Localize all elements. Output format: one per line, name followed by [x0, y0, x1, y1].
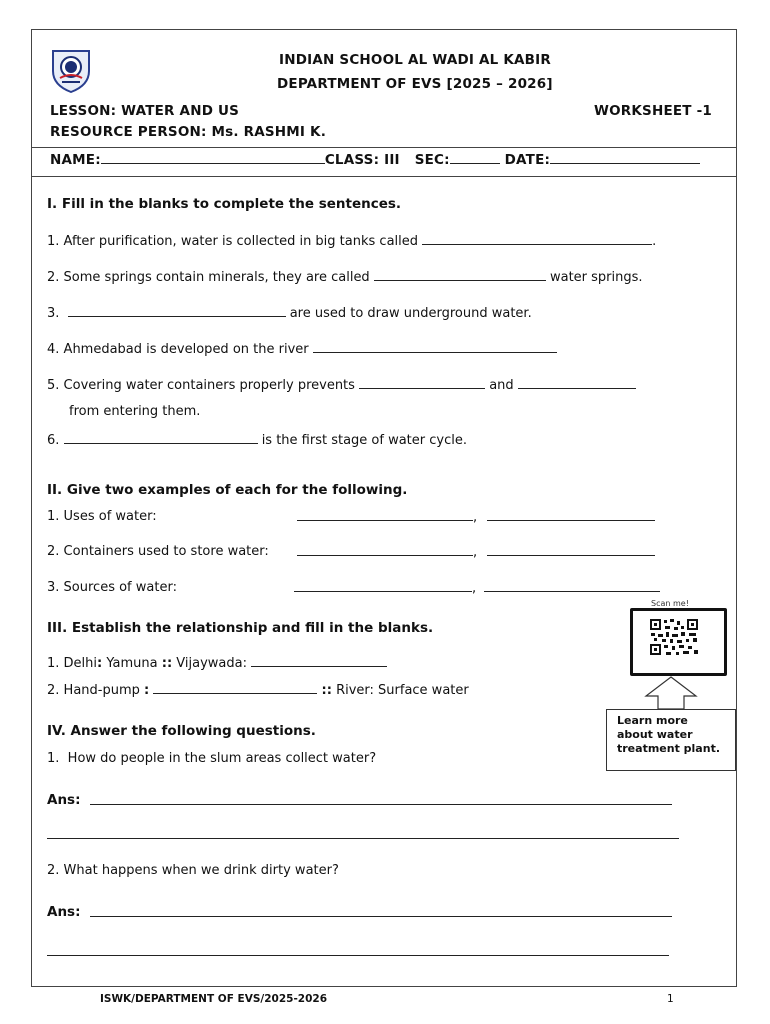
- example-row-2: 2. Containers used to store water:: [47, 544, 269, 559]
- answer-line[interactable]: [47, 838, 679, 839]
- department-title: DEPARTMENT OF EVS [2025 – 2026]: [277, 76, 553, 92]
- section-3-title: III. Establish the relationship and fill in the blanks.: [47, 620, 434, 636]
- sec-field[interactable]: [450, 152, 500, 164]
- blank-field[interactable]: [297, 509, 473, 521]
- resource-person: RESOURCE PERSON: Ms. RASHMI K.: [50, 124, 327, 140]
- question-text-end: .: [652, 234, 657, 249]
- question-number: 2.: [47, 270, 60, 285]
- question-1-1: [47, 233, 656, 249]
- blank-field[interactable]: [297, 544, 473, 556]
- school-logo: [49, 47, 93, 93]
- answer-label-1: Ans:: [47, 792, 81, 808]
- question-1-4: [47, 341, 557, 357]
- question-number: 3.: [47, 306, 60, 321]
- example-row-1: 1. Uses of water:: [47, 509, 157, 524]
- example-answers-2: ,: [297, 544, 655, 560]
- section-4-title: IV. Answer the following questions.: [47, 723, 316, 739]
- blank-field[interactable]: [68, 305, 286, 317]
- lesson-title: LESSON: WATER AND US: [50, 103, 240, 119]
- qr-code-frame[interactable]: [630, 608, 727, 676]
- date-label: DATE:: [504, 152, 551, 168]
- question-text: Some springs contain minerals, they are called: [63, 270, 370, 285]
- answer-line[interactable]: [47, 955, 669, 956]
- answer-label-2: Ans:: [47, 904, 81, 920]
- header-divider: [31, 147, 737, 148]
- worksheet-label: WORKSHEET -1: [594, 103, 712, 119]
- blank-field[interactable]: [484, 580, 660, 592]
- section-number: II: [47, 482, 58, 498]
- example-answers-1: ,: [297, 509, 655, 525]
- blank-field[interactable]: [251, 655, 387, 667]
- question-1-6: [47, 432, 467, 448]
- sec-label: SEC:: [414, 152, 450, 168]
- question-text: What happens when we drink dirty water?: [63, 863, 339, 878]
- blank-field[interactable]: [518, 377, 636, 389]
- question-1-2: [47, 269, 643, 285]
- blank-field[interactable]: [487, 544, 655, 556]
- date-field[interactable]: [550, 152, 700, 164]
- question-1-5: [47, 377, 636, 393]
- question-number: 6.: [47, 433, 60, 448]
- name-row: [50, 152, 700, 168]
- section-title-text: . Give two examples of each for the following.: [57, 482, 408, 498]
- question-text-end: water springs.: [549, 270, 643, 285]
- question-number: 4.: [47, 342, 60, 357]
- question-text: How do people in the slum areas collect water?: [67, 751, 377, 766]
- blank-field[interactable]: [487, 509, 655, 521]
- blank-field[interactable]: [64, 432, 258, 444]
- question-number: 1.: [47, 234, 60, 249]
- section-1-title: I. Fill in the blanks to complete the sentences.: [47, 196, 402, 212]
- school-name: INDIAN SCHOOL AL WADI AL KABIR: [279, 52, 551, 68]
- page-number: 1: [667, 993, 674, 1005]
- blank-field[interactable]: [374, 269, 546, 281]
- question-1-5-continuation: from entering them.: [69, 404, 201, 419]
- answer-line[interactable]: [90, 804, 672, 805]
- example-label: Uses of water:: [63, 509, 157, 524]
- blank-field[interactable]: [294, 580, 472, 592]
- relationship-2: 2. Hand-pump : :: River: Surface water: [47, 683, 469, 698]
- page-border: [31, 29, 737, 987]
- footer-text: ISWK/DEPARTMENT OF EVS/2025-2026: [100, 993, 328, 1005]
- learn-more-note: Learn more about water treatment plant.: [606, 709, 736, 771]
- qr-code[interactable]: [648, 617, 700, 657]
- question-text: After purification, water is collected in big tanks called: [63, 234, 419, 249]
- section-2-title: [47, 482, 407, 498]
- question-text: Covering water containers properly prevents: [63, 378, 355, 393]
- question-text: Ahmedabad is developed on the river: [63, 342, 309, 357]
- question-number: 5.: [47, 378, 60, 393]
- relationship-1: 1. Delhi: Yamuna :: Vijaywada:: [47, 655, 387, 671]
- answer-line[interactable]: [90, 916, 672, 917]
- name-field[interactable]: [101, 152, 325, 164]
- header-bottom-divider: [31, 176, 737, 177]
- blank-field[interactable]: [422, 233, 652, 245]
- question-1-3: [47, 305, 532, 321]
- blank-field[interactable]: [313, 341, 557, 353]
- question-text: are used to draw underground water.: [289, 306, 532, 321]
- blank-field[interactable]: [153, 682, 317, 694]
- question-4-2: 2. What happens when we drink dirty water?: [47, 863, 339, 878]
- example-label: Containers used to store water:: [63, 544, 269, 559]
- question-text: and: [489, 378, 514, 393]
- up-arrow-icon: [644, 676, 698, 710]
- name-label: NAME:: [50, 152, 101, 168]
- class-label: CLASS: III: [324, 152, 400, 168]
- question-text: is the first stage of water cycle.: [261, 433, 467, 448]
- question-4-1: 1. How do people in the slum areas collect water?: [47, 751, 377, 766]
- blank-field[interactable]: [359, 377, 485, 389]
- example-label: Sources of water:: [63, 580, 177, 595]
- example-row-3: 3. Sources of water:: [47, 580, 177, 595]
- example-answers-3: ,: [294, 580, 660, 596]
- scan-me-label: Scan me!: [651, 599, 689, 608]
